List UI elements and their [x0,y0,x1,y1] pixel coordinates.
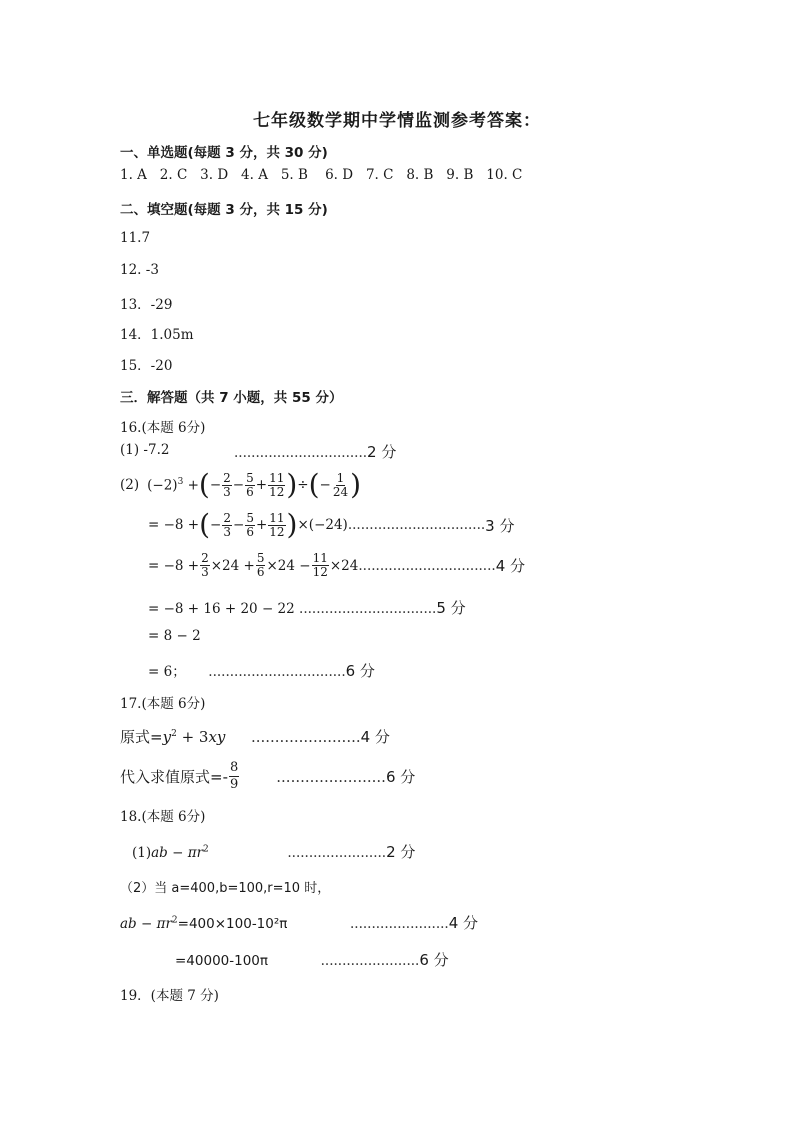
score: 6 分 [345,662,375,680]
q16-step1: = −8 + ( − $\frac{2}{3}$ − $\frac{5}{6}$ + $\frac{11}{12}$ ) ×(−24) ................................ 3 分 [148,508,515,541]
section3-heading: 三．解答题（共 7 小题，共 55 分） [120,390,343,406]
score: 6 分 [419,951,449,969]
score: 4 分 [495,557,525,575]
leader-dots: ................................ [299,601,437,617]
score: 2 分 [367,443,397,461]
q18-part2-condition: （2）当 a=400,b=100,r=10 时， [120,881,331,896]
section1-heading: 一、单选题(每题 3 分，共 30 分) [120,145,328,161]
q16-step3 [148,597,466,618]
fraction-denominator: 9 [229,777,239,792]
q17-line1: 原式$=y^2 + 3xy$ .......................4 分 [120,728,390,746]
leader-dots: ................................ [347,517,486,533]
q18-line1: $(1)ab - \pi r^2$ .......................2 分 [132,843,416,861]
leader-dots: ............................... [234,445,368,461]
q16-part2-expression: (2) $(-2)^3$ + ( − $\frac{2}{3}$ − $\frac{5}{6}$ + $\frac{11}{12}$ ) ÷ ( − $\frac{1}{24}$ ) [120,468,362,501]
fraction-numerator: 8 [229,760,239,775]
score: 5 分 [436,599,466,617]
math-expression: ab − πr [151,845,204,861]
q17-prefix: 原式= [120,728,163,746]
leader-dots: ................................ [208,664,346,680]
q17-line2 [120,760,415,793]
math-expression: = 6； [148,664,186,680]
q18-part1-label: (1) [132,845,152,861]
q16-part1-score-line [234,441,396,462]
page-title: 七年级数学期中学情监测参考答案： [253,111,541,131]
math-expression: y [162,728,172,746]
score: 2 分 [386,843,416,861]
q18-line4 [175,949,449,970]
leader-dots: ....................... [350,916,449,932]
section1-answers: 1. A 2. C 3. D 4. A 5. B 6. D 7. C 8. B 9. B 10. C [120,167,523,183]
q16-part1-answer: (1) -7.2 [120,442,170,458]
q17-substitute-prefix: 代入求值原式=- [120,768,228,786]
score: 4 分 [448,914,479,932]
fill-answer-12: 12. -3 [120,262,159,278]
fill-answer-13: 13．-29 [120,297,173,313]
fill-answer-11: 11.7 [120,230,151,246]
math-expression: $(-2)^3$ + [147,476,199,494]
score: 3 分 [485,516,515,535]
score: 4 分 [360,728,390,746]
q18-label: 18.(本题 6分) [120,809,206,825]
math-expression: = 8 − 2 [148,628,201,644]
q16-step2: = −8 + $\frac{2}{3}$ ×24 + $\frac{5}{6}$ ×24 − $\frac{11}{12}$ ×24 ................................ 4 分 [148,551,525,579]
q19-label: 19．(本题 7 分) [120,988,219,1004]
q18-result: =40000-100π [175,953,269,969]
q17-label: 17.(本题 6分) [120,696,206,712]
q18-line3: ab − $\pi r^2=400\times 100-10^2\pi$ .......................4 分 [120,914,479,932]
score: 6 分 [385,768,416,786]
leader-dots: ....................... [287,845,387,861]
section2-heading: 二、填空题(每题 3 分，共 15 分) [120,202,328,218]
fill-answer-15: 15．-20 [120,358,173,374]
q16-part2-label: (2) [120,477,140,493]
leader-dots: ................................ [358,557,496,574]
q16-step4 [148,628,201,644]
fill-answer-14: 14．1.05m [120,327,194,343]
q16-step5 [148,660,375,681]
leader-dots: ....................... [250,728,361,746]
math-expression: = −8 + 16 + 20 − 22 [148,601,295,617]
leader-dots: ....................... [320,953,420,969]
math-expression: ab − πr [120,916,172,932]
q16-label: 16.(本题 6分) [120,420,206,436]
q18-substitution: =400×100-10²π [177,916,288,932]
leader-dots: ....................... [276,767,386,786]
